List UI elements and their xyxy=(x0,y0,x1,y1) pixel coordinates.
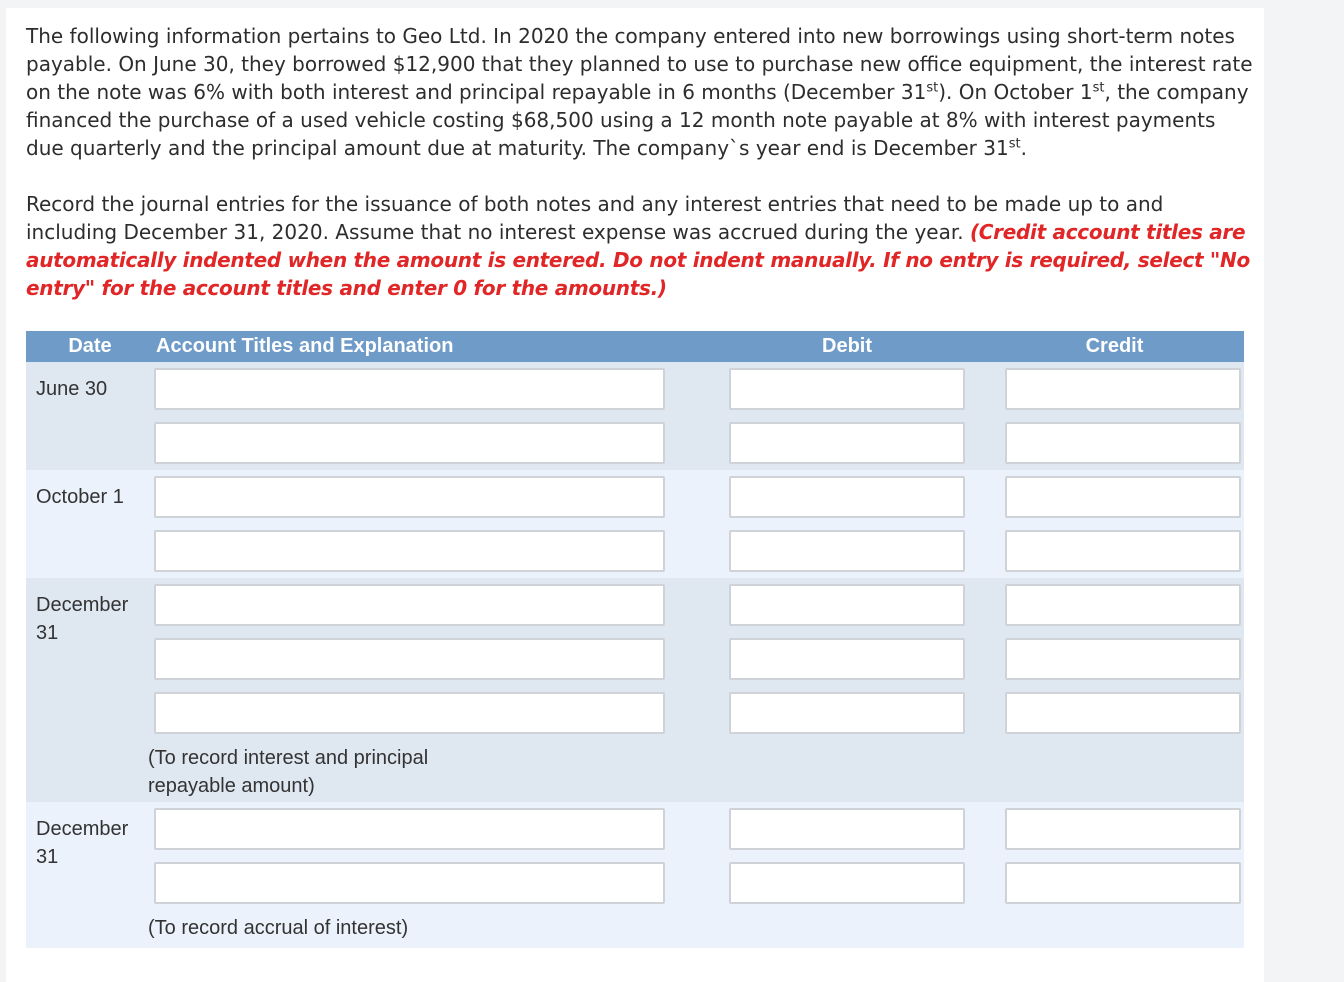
table-header-row xyxy=(26,331,1244,362)
account-title-input[interactable] xyxy=(154,476,665,518)
debit-input[interactable] xyxy=(729,530,965,572)
credit-input[interactable] xyxy=(1005,808,1241,850)
debit-input[interactable] xyxy=(729,808,965,850)
table-row xyxy=(26,362,1244,416)
debit-input[interactable] xyxy=(729,638,965,680)
debit-input[interactable] xyxy=(729,584,965,626)
credit-input[interactable] xyxy=(1005,476,1241,518)
table-row xyxy=(26,470,1244,524)
credit-input[interactable] xyxy=(1005,638,1241,680)
account-title-input[interactable] xyxy=(154,692,665,734)
explanation-text: (To record interest and principal repayable amount) xyxy=(148,747,429,797)
credit-input[interactable] xyxy=(1005,692,1241,734)
credit-input[interactable] xyxy=(1005,368,1241,410)
account-title-input[interactable] xyxy=(154,368,665,410)
account-title-input[interactable] xyxy=(154,422,665,464)
table-row xyxy=(26,524,1244,578)
entry-date: December 31 xyxy=(26,578,154,802)
entry-date: October 1 xyxy=(26,470,154,578)
entry-explanation xyxy=(148,740,1244,802)
entry-date: June 30 xyxy=(26,362,154,470)
table-row xyxy=(26,578,1244,632)
table-row xyxy=(26,416,1244,470)
credit-input[interactable] xyxy=(1005,862,1241,904)
problem-statement xyxy=(26,22,1256,302)
explanation-row xyxy=(26,740,1244,802)
header-date: Date xyxy=(26,331,154,362)
instructions-paragraph: Record the journal entries for the issuance of both notes and any interest entries that need to be made up to and including December 31, 2020. Assume that no interest expense was accrued during the year. (Credit account titles are automatically indented when the amount is entered. Do not indent manually. If no entry is required, select "No entry" for the account titles and enter 0 for the amounts.) xyxy=(26,192,1250,300)
header-debit: Debit xyxy=(709,331,985,362)
problem-paragraph: The following information pertains to Geo Ltd. In 2020 the company entered into new borrowings using short-term notes payable. On June 30, they borrowed $12,900 that they planned to use to purchase new office equipment, the interest rate on the note was 6% with both interest and principal repayable in 6 months (December 31st). On October 1st, the company financed the purchase of a used vehicle costing $68,500 using a 12 month note payable at 8% with interest payments due quarterly and the principal amount due at maturity. The company`s year end is December 31st. xyxy=(26,24,1253,160)
explanation-text: (To record accrual of interest) xyxy=(148,917,409,939)
table-row xyxy=(26,802,1244,856)
credit-input[interactable] xyxy=(1005,422,1241,464)
entry-explanation xyxy=(148,910,1244,948)
header-account-titles: Account Titles and Explanation xyxy=(154,331,709,362)
account-title-input[interactable] xyxy=(154,584,665,626)
header-credit: Credit xyxy=(985,331,1244,362)
account-title-input[interactable] xyxy=(154,638,665,680)
credit-input[interactable] xyxy=(1005,530,1241,572)
debit-input[interactable] xyxy=(729,368,965,410)
account-title-input[interactable] xyxy=(154,530,665,572)
debit-input[interactable] xyxy=(729,422,965,464)
table-row xyxy=(26,632,1244,686)
table-row xyxy=(26,856,1244,910)
journal-entry-table xyxy=(26,331,1244,948)
table-row xyxy=(26,686,1244,740)
entry-date: December 31 xyxy=(26,802,154,948)
account-title-input[interactable] xyxy=(154,808,665,850)
credit-input[interactable] xyxy=(1005,584,1241,626)
debit-input[interactable] xyxy=(729,692,965,734)
debit-input[interactable] xyxy=(729,476,965,518)
instruction-note: (Credit account titles are automatically indented when the amount is entered. Do not indent manually. If no entry is required, select "No entry" for the account titles and enter 0 for the amounts.) xyxy=(26,220,1250,300)
debit-input[interactable] xyxy=(729,862,965,904)
explanation-row xyxy=(26,910,1244,948)
account-title-input[interactable] xyxy=(154,862,665,904)
